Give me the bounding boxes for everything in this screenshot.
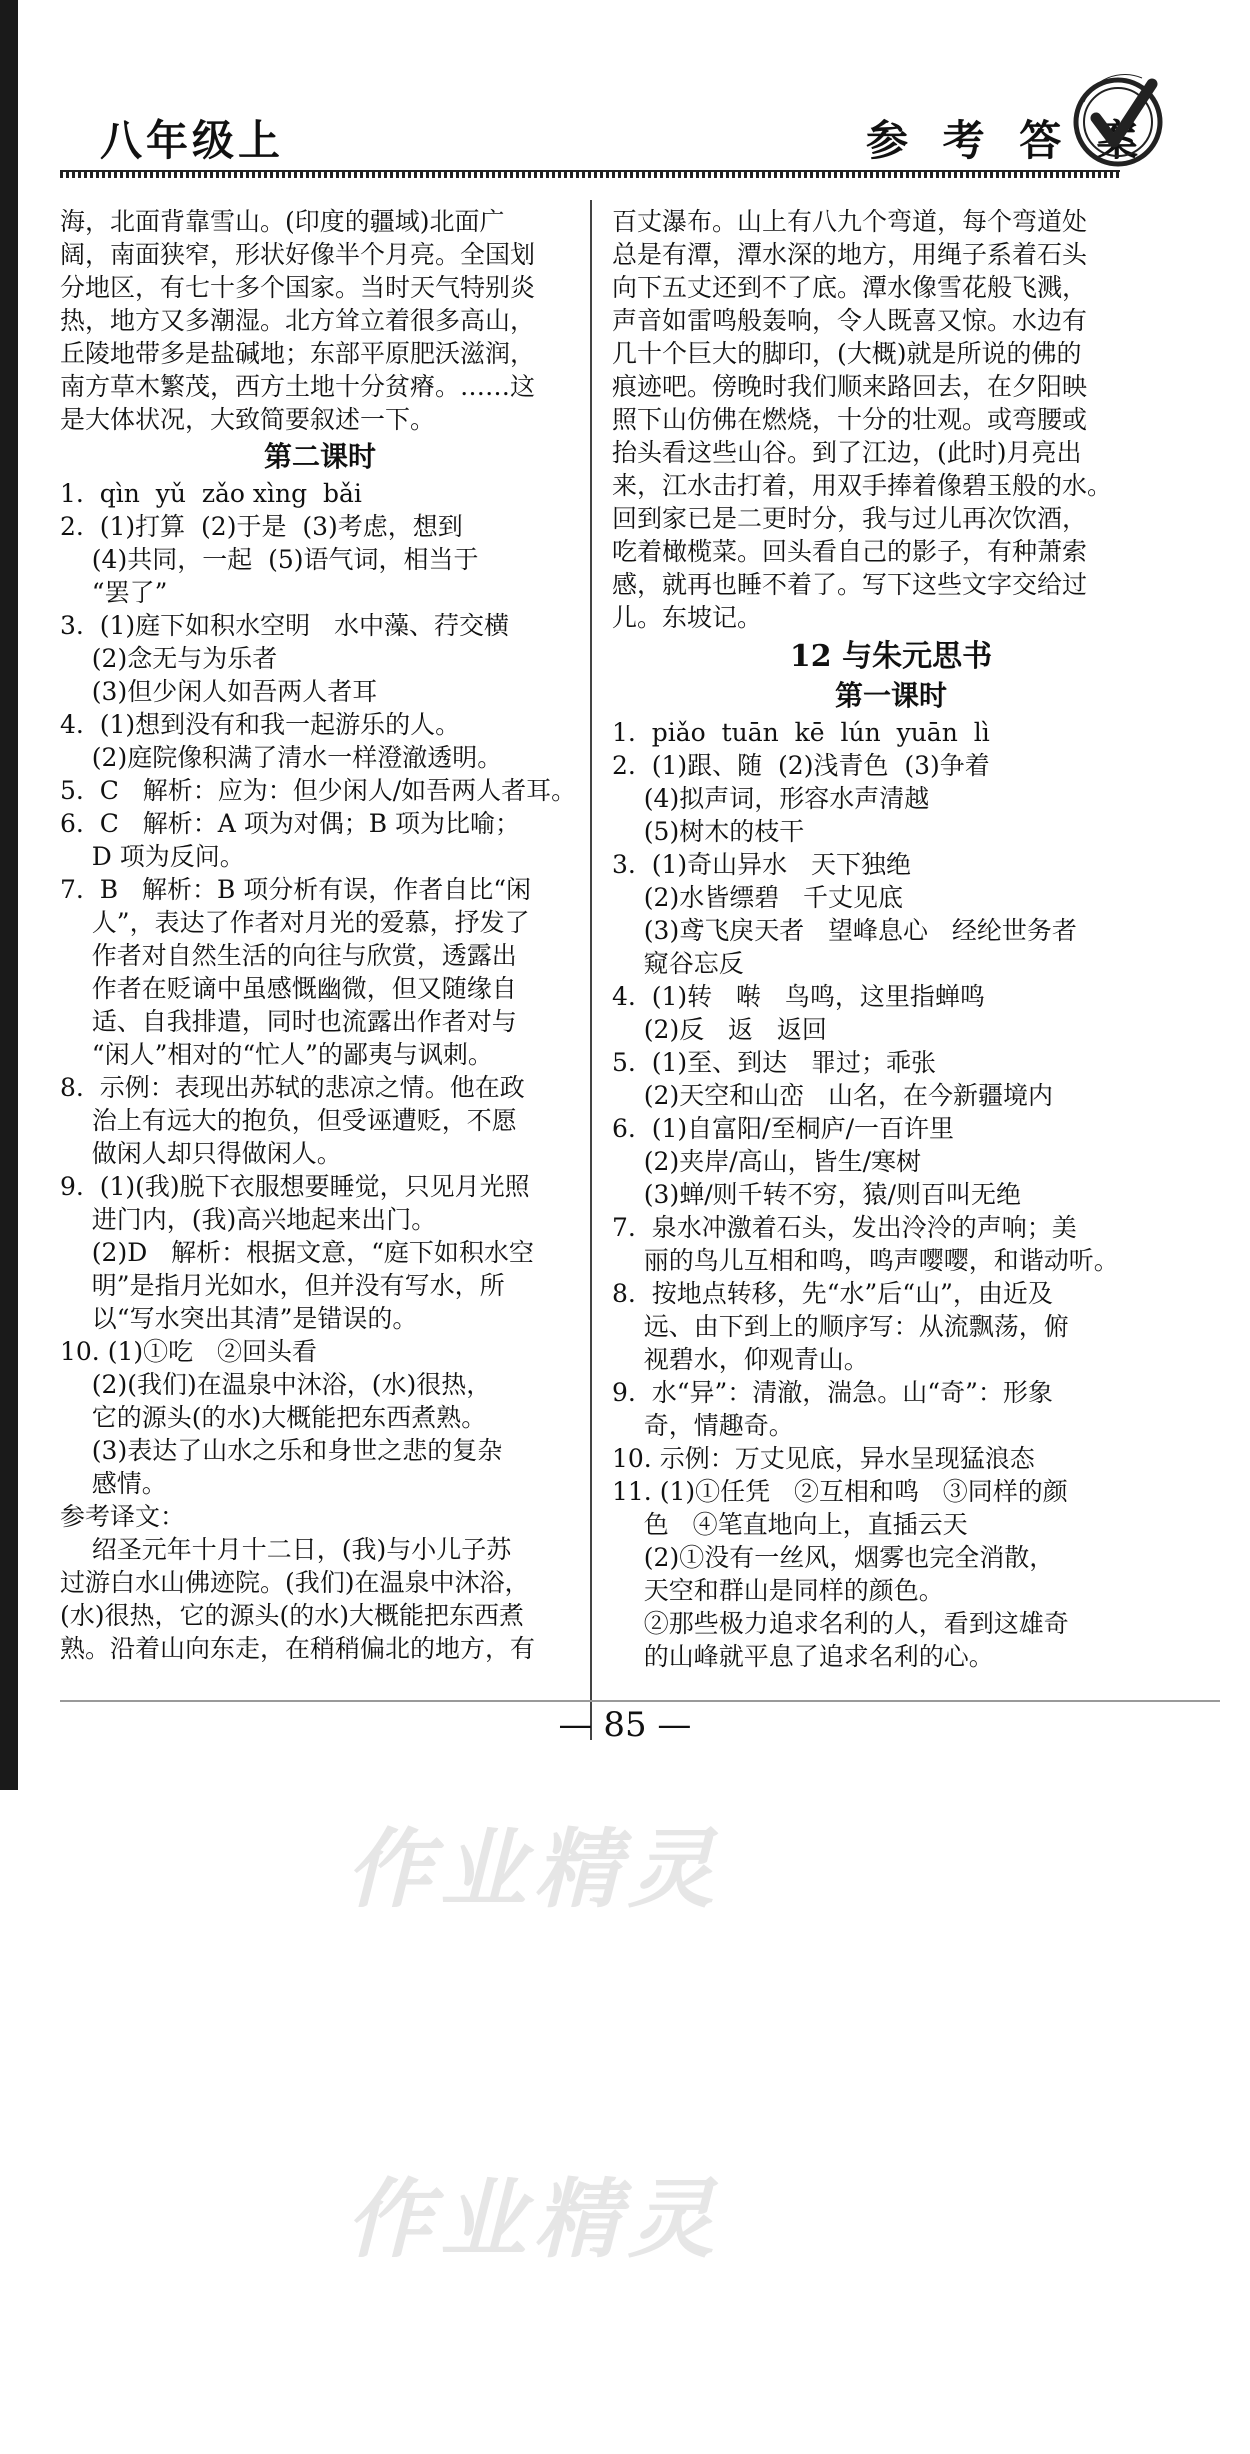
text-line: 7. 泉水冲激着石头，发出泠泠的声响；美 xyxy=(612,1213,1077,1242)
text-line: 色 ④笔直地向上，直插云天 xyxy=(612,1510,968,1539)
text-line: 视碧水，仰观青山。 xyxy=(612,1345,869,1374)
text-line: 照下山仿佛在燃烧，十分的壮观。或弯腰或 xyxy=(612,405,1088,434)
text-line: 阔，南面狭窄，形状好像半个月亮。全国划 xyxy=(60,240,536,269)
text-line: 人”，表达了作者对月光的爱慕，抒发了 xyxy=(60,908,530,937)
text-line: 5. C 解析：应为：但少闲人/如吾两人者耳。 xyxy=(60,776,577,805)
text-line: 是大体状况，大致简要叙述一下。 xyxy=(60,405,436,434)
text-line: 6. C 解析：A 项为对偶；B 项为比喻； xyxy=(60,809,521,838)
text-line: 7. B 解析：B 项分析有误，作者自比“闲 xyxy=(60,875,532,904)
text-line: (4)拟声词，形容水声清越 xyxy=(612,784,930,813)
text-line: ②那些极力追求名利的人，看到这雄奇 xyxy=(612,1609,1069,1638)
text-line: 明”是指月光如水，但并没有写水，所 xyxy=(60,1271,505,1300)
text-line: 儿。东坡记。 xyxy=(612,603,763,632)
text-line: 9. 水“异”：清澈，湍急。山“奇”：形象 xyxy=(612,1378,1053,1407)
text-line: (3)蝉/则千转不穷，猿/则百叫无绝 xyxy=(612,1180,1022,1209)
text-line: “罢了” xyxy=(60,578,168,607)
text-line: 3. (1)奇山异水 天下独绝 xyxy=(612,850,911,879)
footer-rule xyxy=(60,1700,1220,1702)
text-line: (2)念无与为乐者 xyxy=(60,644,278,673)
text-line: 11. (1)①任凭 ②互相和鸣 ③同样的颜 xyxy=(612,1477,1068,1506)
text-line: 参考译文： xyxy=(60,1502,186,1531)
text-line: 过游白水山佛迹院。(我们)在温泉中沐浴， xyxy=(60,1568,530,1597)
header-rule xyxy=(60,170,1120,178)
section-title: 第二课时 xyxy=(263,440,376,473)
text-line: 奇，情趣奇。 xyxy=(612,1411,794,1440)
watermark-2: 作业精灵 xyxy=(346,2170,722,2270)
text-line: 回到家已是二更时分，我与过儿再次饮酒， xyxy=(612,504,1088,533)
text-line: 1. qìn yǔ zǎo xìng bǎi xyxy=(60,479,362,508)
text-line: 熟。沿着山向东走，在稍稍偏北的地方，有 xyxy=(60,1634,536,1663)
text-line: 它的源头(的水)大概能把东西煮熟。 xyxy=(60,1403,487,1432)
text-line: 热，地方又多潮湿。北方耸立着很多高山， xyxy=(60,306,536,335)
left-column xyxy=(60,205,580,1665)
text-line: 抬头看这些山谷。到了江边，(此时)月亮出 xyxy=(612,438,1082,467)
text-line: 2. (1)打算 (2)于是 (3)考虑，想到 xyxy=(60,512,463,541)
text-line: 1. piǎo tuān kē lún yuān lì xyxy=(612,718,990,747)
page-number: — 85 — xyxy=(558,1705,692,1745)
text-line: 作者对自然生活的向往与欣赏，透露出 xyxy=(60,941,517,970)
text-line: 海，北面背靠雪山。(印度的疆域)北面广 xyxy=(60,207,505,236)
text-line: 总是有潭，潭水深的地方，用绳子系着石头 xyxy=(612,240,1088,269)
text-line: 分地区，有七十多个国家。当时天气特别炎 xyxy=(60,273,536,302)
text-line: 绍圣元年十月十二日，(我)与小儿子苏 xyxy=(60,1535,512,1564)
text-line: (3)但少闲人如吾两人者耳 xyxy=(60,677,378,706)
text-line: 窥谷忘反 xyxy=(612,949,744,978)
text-line: 来，江水击打着，用双手捧着像碧玉般的水。 xyxy=(612,471,1113,500)
text-line: 丘陵地带多是盐碱地；东部平原肥沃滋润， xyxy=(60,339,536,368)
text-line: 5. (1)至、到达 罪过；乖张 xyxy=(612,1048,936,1077)
text-line: 2. (1)跟、随 (2)浅青色 (3)争着 xyxy=(612,751,990,780)
text-line: (2)(我们)在温泉中沐浴，(水)很热， xyxy=(60,1370,492,1399)
text-line: (4)共同，一起 (5)语气词，相当于 xyxy=(60,545,479,574)
text-line: (2)①没有一丝风，烟雾也完全消散， xyxy=(612,1543,1055,1572)
text-line: 4. (1)想到没有和我一起游乐的人。 xyxy=(60,710,461,739)
section-title: 第一课时 xyxy=(834,679,947,712)
text-line: (3)鸢飞戾天者 望峰息心 经纶世务者 xyxy=(612,916,1077,945)
text-line: 10. (1)①吃 ②回头看 xyxy=(60,1337,317,1366)
text-line: (2)夹岸/高山，皆生/寒树 xyxy=(612,1147,922,1176)
text-line: 吃着橄榄菜。回头看自己的影子，有种萧索 xyxy=(612,537,1088,566)
text-line: 百丈瀑布。山上有八九个弯道，每个弯道处 xyxy=(612,207,1088,236)
text-line: “闲人”相对的“忙人”的鄙夷与讽刺。 xyxy=(60,1040,493,1069)
checkmark-logo-icon xyxy=(1062,62,1174,174)
text-line: 8. 按地点转移，先“水”后“山”，由近及 xyxy=(612,1279,1053,1308)
text-line: (3)表达了山水之乐和身世之悲的复杂 xyxy=(60,1436,503,1465)
text-line: (2)水皆缥碧 千丈见底 xyxy=(612,883,904,912)
lesson-title: 12 与朱元思书 xyxy=(789,639,993,674)
text-line: 声音如雷鸣般轰响，令人既喜又惊。水边有 xyxy=(612,306,1088,335)
text-line: 4. (1)转 啭 鸟鸣，这里指蝉鸣 xyxy=(612,982,985,1011)
text-line: 远、由下到上的顺序写：从流飘荡，俯 xyxy=(612,1312,1069,1341)
column-divider xyxy=(590,200,592,1740)
text-line: (水)很热，它的源头(的水)大概能把东西煮 xyxy=(60,1601,525,1630)
text-line: 丽的鸟儿互相和鸣，鸣声嘤嘤，和谐动听。 xyxy=(612,1246,1119,1275)
text-line: 9. (1)(我)脱下衣服想要睡觉，只见月光照 xyxy=(60,1172,530,1201)
text-line: 进门内，(我)高兴地起来出门。 xyxy=(60,1205,437,1234)
text-line: 以“写水突出其清”是错误的。 xyxy=(60,1304,418,1333)
text-line: 10. 示例：万丈见底，异水呈现猛浪态 xyxy=(612,1444,1035,1473)
text-line: 8. 示例：表现出苏轼的悲凉之情。他在政 xyxy=(60,1073,525,1102)
text-line: (5)树木的枝干 xyxy=(612,817,805,846)
text-line: D 项为反问。 xyxy=(60,842,245,871)
text-line: 作者在贬谪中虽感慨幽微，但又随缘自 xyxy=(60,974,517,1003)
watermark-1: 作业精灵 xyxy=(346,1820,722,1920)
text-line: 天空和群山是同样的颜色。 xyxy=(612,1576,944,1605)
text-line: 向下五丈还到不了底。潭水像雪花般飞溅， xyxy=(612,273,1088,302)
text-line: 痕迹吧。傍晚时我们顺来路回去，在夕阳映 xyxy=(612,372,1088,401)
page-edge-shadow xyxy=(0,0,18,1790)
text-line: (2)天空和山峦 山名，在今新疆境内 xyxy=(612,1081,1054,1110)
text-line: (2)庭院像积满了清水一样澄澈透明。 xyxy=(60,743,503,772)
text-line: 的山峰就平息了追求名利的心。 xyxy=(612,1642,994,1671)
text-line: 感情。 xyxy=(60,1469,167,1498)
text-line: 南方草木繁茂，西方土地十分贫瘠。……这 xyxy=(60,372,536,401)
grade-label: 八年级上 xyxy=(100,116,285,165)
text-line: 治上有远大的抱负，但受诬遭贬，不愿 xyxy=(60,1106,517,1135)
text-line: (2)反 返 返回 xyxy=(612,1015,827,1044)
text-line: 做闲人却只得做闲人。 xyxy=(60,1139,342,1168)
text-line: 6. (1)自富阳/至桐庐/一百许里 xyxy=(612,1114,955,1143)
right-column xyxy=(612,205,1170,1673)
text-line: 感，就再也睡不着了。写下这些文字交给过 xyxy=(612,570,1088,599)
text-line: 适、自我排遣，同时也流露出作者对与 xyxy=(60,1007,517,1036)
text-line: 几十个巨大的脚印，(大概)就是所说的佛的 xyxy=(612,339,1082,368)
page-title: 参 考 答 案 xyxy=(866,116,1148,165)
text-line: (2)D 解析：根据文意，“庭下如积水空 xyxy=(60,1238,534,1267)
text-line: 3. (1)庭下如积水空明 水中藻、荇交横 xyxy=(60,611,510,640)
